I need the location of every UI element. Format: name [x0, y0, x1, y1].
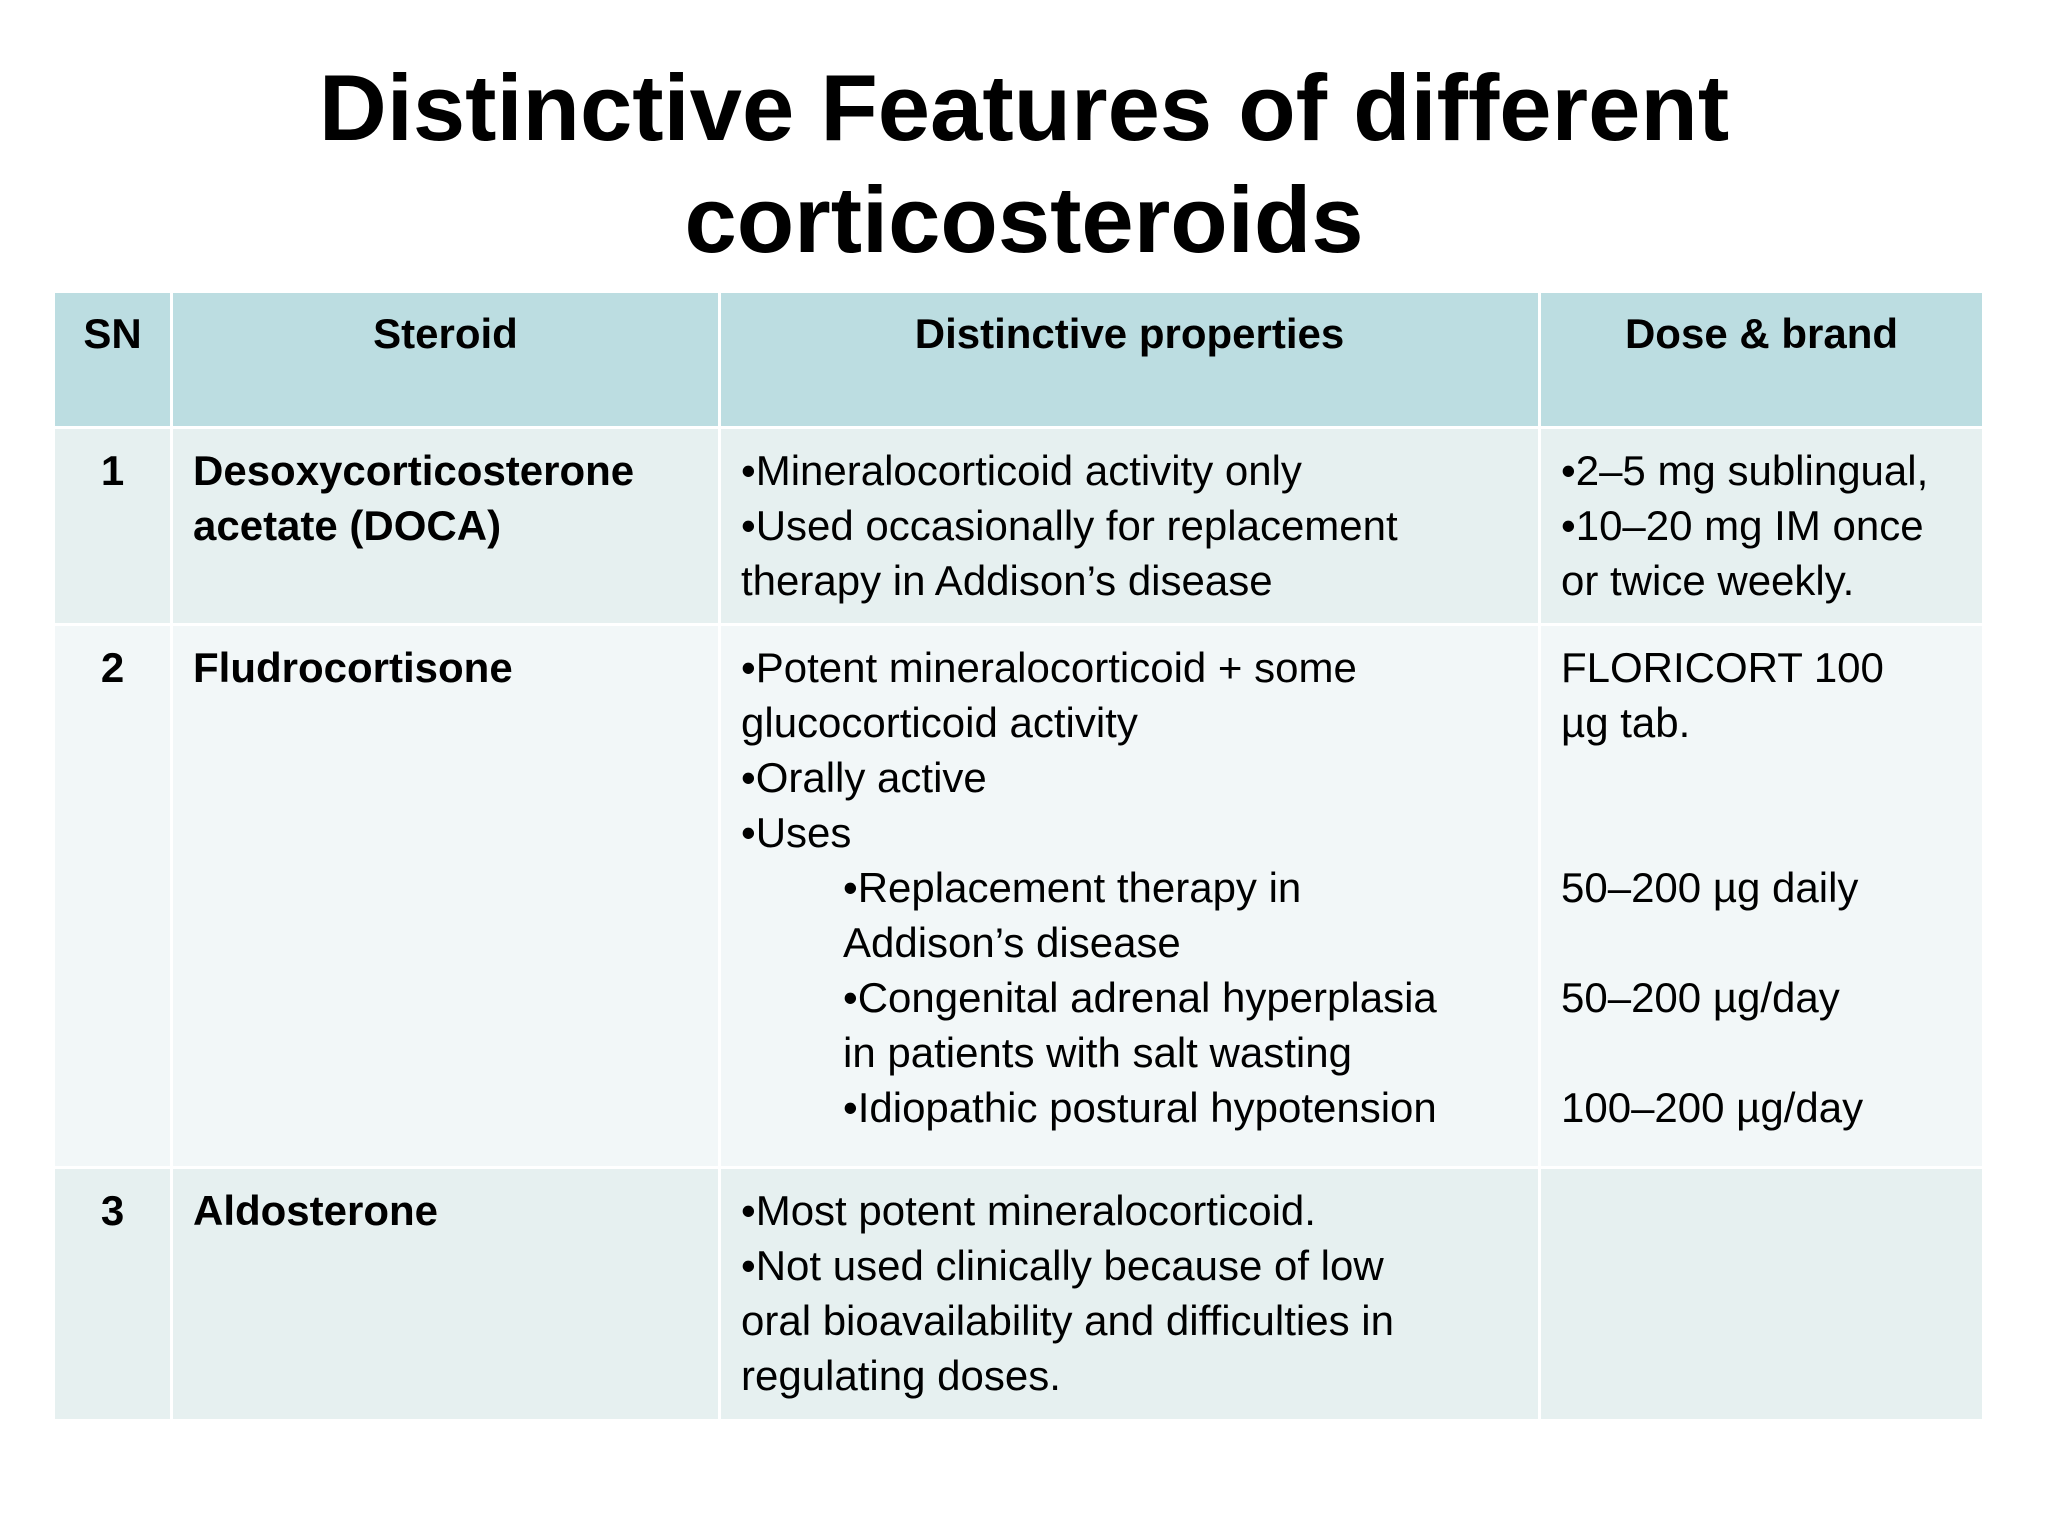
- sn-value: 2: [100, 644, 125, 691]
- cell-dose-brand: [1540, 1168, 1984, 1421]
- property-line: therapy in Addison’s disease: [741, 557, 1273, 604]
- steroid-name-line: Desoxycorticosterone: [193, 447, 635, 494]
- property-line: oral bioavailability and difficulties in: [741, 1297, 1394, 1344]
- table-row: [54, 428, 1984, 625]
- use-line: in patients with salt wasting: [843, 1029, 1352, 1076]
- steroid-name-line: acetate (DOCA): [193, 502, 502, 549]
- table-header-row: [54, 292, 1984, 428]
- property-line: •Orally active: [741, 754, 987, 801]
- header-properties: Distinctive properties: [720, 292, 1540, 428]
- cell-steroid: [172, 625, 720, 1168]
- dose-line: 50–200 µg daily: [1561, 864, 1859, 911]
- use-line: •Congenital adrenal hyperplasia: [843, 974, 1437, 1021]
- dose-line: 50–200 µg/day: [1561, 974, 1840, 1021]
- use-line: •Idiopathic postural hypotension: [843, 1084, 1437, 1131]
- slide-title-line-2: corticosteroids: [684, 167, 1364, 272]
- cell-steroid: [172, 428, 720, 625]
- property-line: •Not used clinically because of low: [741, 1242, 1384, 1289]
- dose-line: 100–200 µg/day: [1561, 1084, 1864, 1131]
- dose-line: •10–20 mg IM once: [1561, 502, 1924, 549]
- property-line: glucocorticoid activity: [741, 699, 1138, 746]
- cell-dose-brand: [1540, 428, 1984, 625]
- cell-dose-brand: [1540, 625, 1984, 1168]
- header-steroid: Steroid: [172, 292, 720, 428]
- table-row: [54, 625, 1984, 1168]
- property-line: •Potent mineralocorticoid + some: [741, 644, 1357, 691]
- slide-title: [0, 52, 2048, 276]
- sn-value: 1: [100, 447, 125, 494]
- cell-sn: [54, 625, 172, 1168]
- steroid-name-line: Aldosterone: [193, 1187, 439, 1234]
- header-dose-brand: Dose & brand: [1540, 292, 1984, 428]
- cell-properties: [720, 625, 1540, 1168]
- cell-sn: [54, 428, 172, 625]
- property-line: •Uses: [741, 809, 852, 856]
- header-sn: SN: [54, 292, 172, 428]
- corticosteroid-table: [52, 290, 1985, 1422]
- cell-sn: [54, 1168, 172, 1421]
- property-line: •Mineralocorticoid activity only: [741, 447, 1302, 494]
- brand-line: FLORICORT 100: [1561, 644, 1884, 691]
- dose-line: or twice weekly.: [1561, 557, 1855, 604]
- cell-properties: [720, 428, 1540, 625]
- table-row: [54, 1168, 1984, 1421]
- dose-line: •2–5 mg sublingual,: [1561, 447, 1929, 494]
- slide-title-line-1: Distinctive Features of different: [318, 55, 1730, 160]
- use-line: •Replacement therapy in: [843, 864, 1302, 911]
- brand-line: µg tab.: [1561, 699, 1691, 746]
- property-line: regulating doses.: [741, 1352, 1061, 1399]
- steroid-name-line: Fludrocortisone: [193, 644, 513, 691]
- cell-properties: [720, 1168, 1540, 1421]
- property-line: •Most potent mineralocorticoid.: [741, 1187, 1316, 1234]
- sn-value: 3: [100, 1187, 125, 1234]
- property-line: •Used occasionally for replacement: [741, 502, 1398, 549]
- use-line: Addison’s disease: [843, 919, 1181, 966]
- cell-steroid: [172, 1168, 720, 1421]
- uses-sublist: [741, 860, 1528, 1135]
